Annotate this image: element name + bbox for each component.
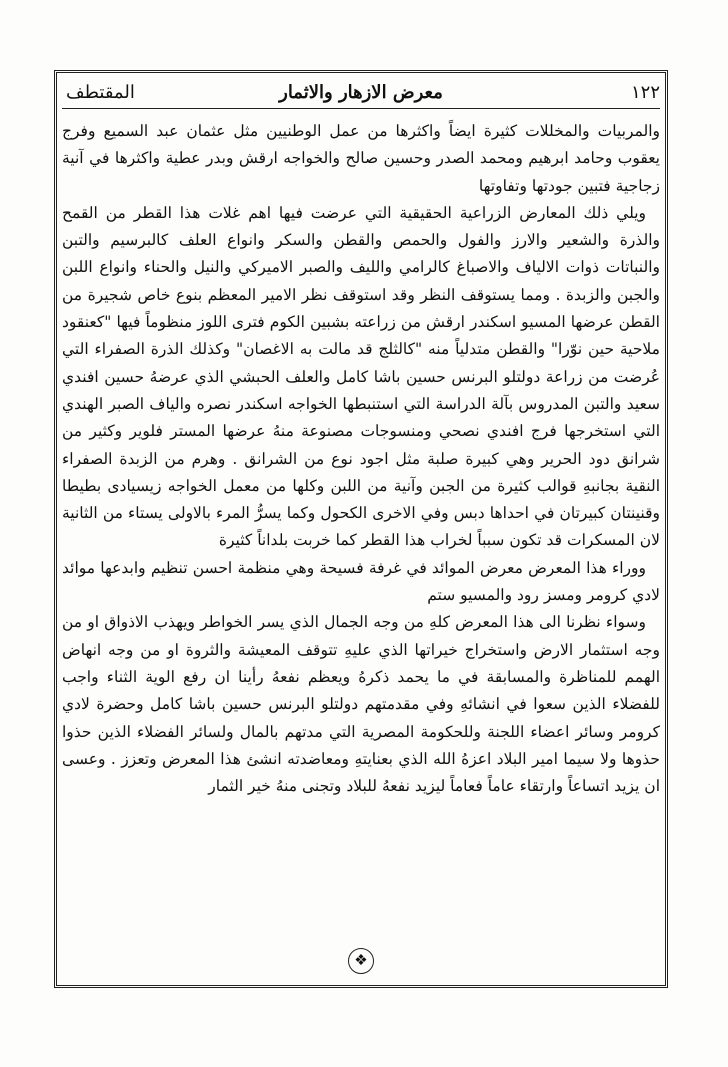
running-title: معرض الازهار والاثمار bbox=[279, 82, 443, 103]
end-ornament-icon: ❖ bbox=[348, 948, 374, 974]
running-header bbox=[62, 80, 660, 106]
page-number: ١٢٢ bbox=[630, 82, 660, 103]
paragraph: ويلي ذلك المعارض الزراعية الحقيقية التي عرضت فيها اهم غلات هذا القطر من القمح والذرة والشعير والارز والفول والحمص والقطن والسكر وانواع العلف كالبرسيم والتبن والنباتات ذوات الالياف والاصباغ كالرامي والليف والصبر الاميركي والنيل والحناء وانواع اللبن والجبن والزبدة . ومما يستوقف النظر وقد استوقف نظر الامير المعظم بنوع خاص شجيرة من القطن عرضها المسيو اسكندر ارقش من زراعته بشبين الكوم فترى اللوز منظوماً فيها "كعنقود ملاحية حين نوّرا" والقطن متدلياً منه "كالثلج قد مالت به الاغصان" وكذلك الذرة الصفراء التي عُرضت من زراعة دولتلو البرنس حسين باشا كامل والعلف الحبشي الذي عرضهُ حسين افندي سعيد والتبن المدروس بآلة الدراسة التي استنبطها الخواجه اسكندر نصره والياف الصبر الهندي التي استخرجها فرج افندي نصحي ومنسوجات مصنوعة منهُ عرضها المستر فلوير وكثير من شرانق دود الحرير وهي كبيرة صلبة مثل اجود نوع من الشرانق . وهرم من الزبدة الصفراء النقية بجانبهِ قوالب كثيرة من الجبن وآنية من اللبن وكلها من معمل الخواجه زيسيادى بطيطا وقنينتان كبيرتان في احداها دبس وفي الاخرى الكحول وكما يسرُّ المرء بالاولى يستاء من الثانية لان المسكرات قد تكون سبباً لخراب هذا القطر كما خربت بلداناً كثيرة bbox=[62, 203, 660, 550]
header-rule bbox=[62, 108, 660, 109]
paragraph: والمربيات والمخللات كثيرة ايضاً واكثرها من عمل الوطنيين مثل عثمان عبد السميع وفرج يعقوب وحامد ابرهيم ومحمد الصدر وحسين صالح والخواجه ارقش وبدر عطية واكثرها في آنية زجاجية فتبين جودتها وتفاوتها bbox=[62, 122, 660, 195]
paragraph: وسواء نظرنا الى هذا المعرض كلهِ من وجه الجمال الذي يسر الخواطر ويهذب الاذواق او من وجه استثمار الارض واستخراج خيراتها الذي عليهِ تتوقف المعيشة والثروة او من وجه انهاض الهمم للمناظرة والمسابقة في ما يحمد ذكرهُ ويعظم نفعهُ رأينا ان رفع الوية الثناء واجب للفضلاء الذين سعوا في انشائهِ وفي مقدمتهم دولتلو البرنس حسين باشا كامل وحضرة لادي كرومر وسائر اعضاء اللجنة وللحكومة المصرية التي مدتهم بالمال ولسائر الفضلاء الذين حذوا حذوها ولا سيما امير البلاد اعزهُ الله الذي بعنايتهِ ومعاضدته انشئ هذا المعرض وتعزز . وعسى ان يزيد اتساعاً وارتقاء عاماً فعاماً ليزيد نفعهُ للبلاد وتجنى منهُ خير الثمار bbox=[62, 613, 660, 796]
article-body bbox=[62, 118, 660, 800]
journal-name: المقتطف bbox=[66, 82, 135, 103]
paragraph: ووراء هذا المعرض معرض الموائد في غرفة فسيحة وهي منظمة احسن تنظيم وابدعها موائد لادي كرومر ومسز رود والمسيو ستم bbox=[62, 558, 660, 605]
